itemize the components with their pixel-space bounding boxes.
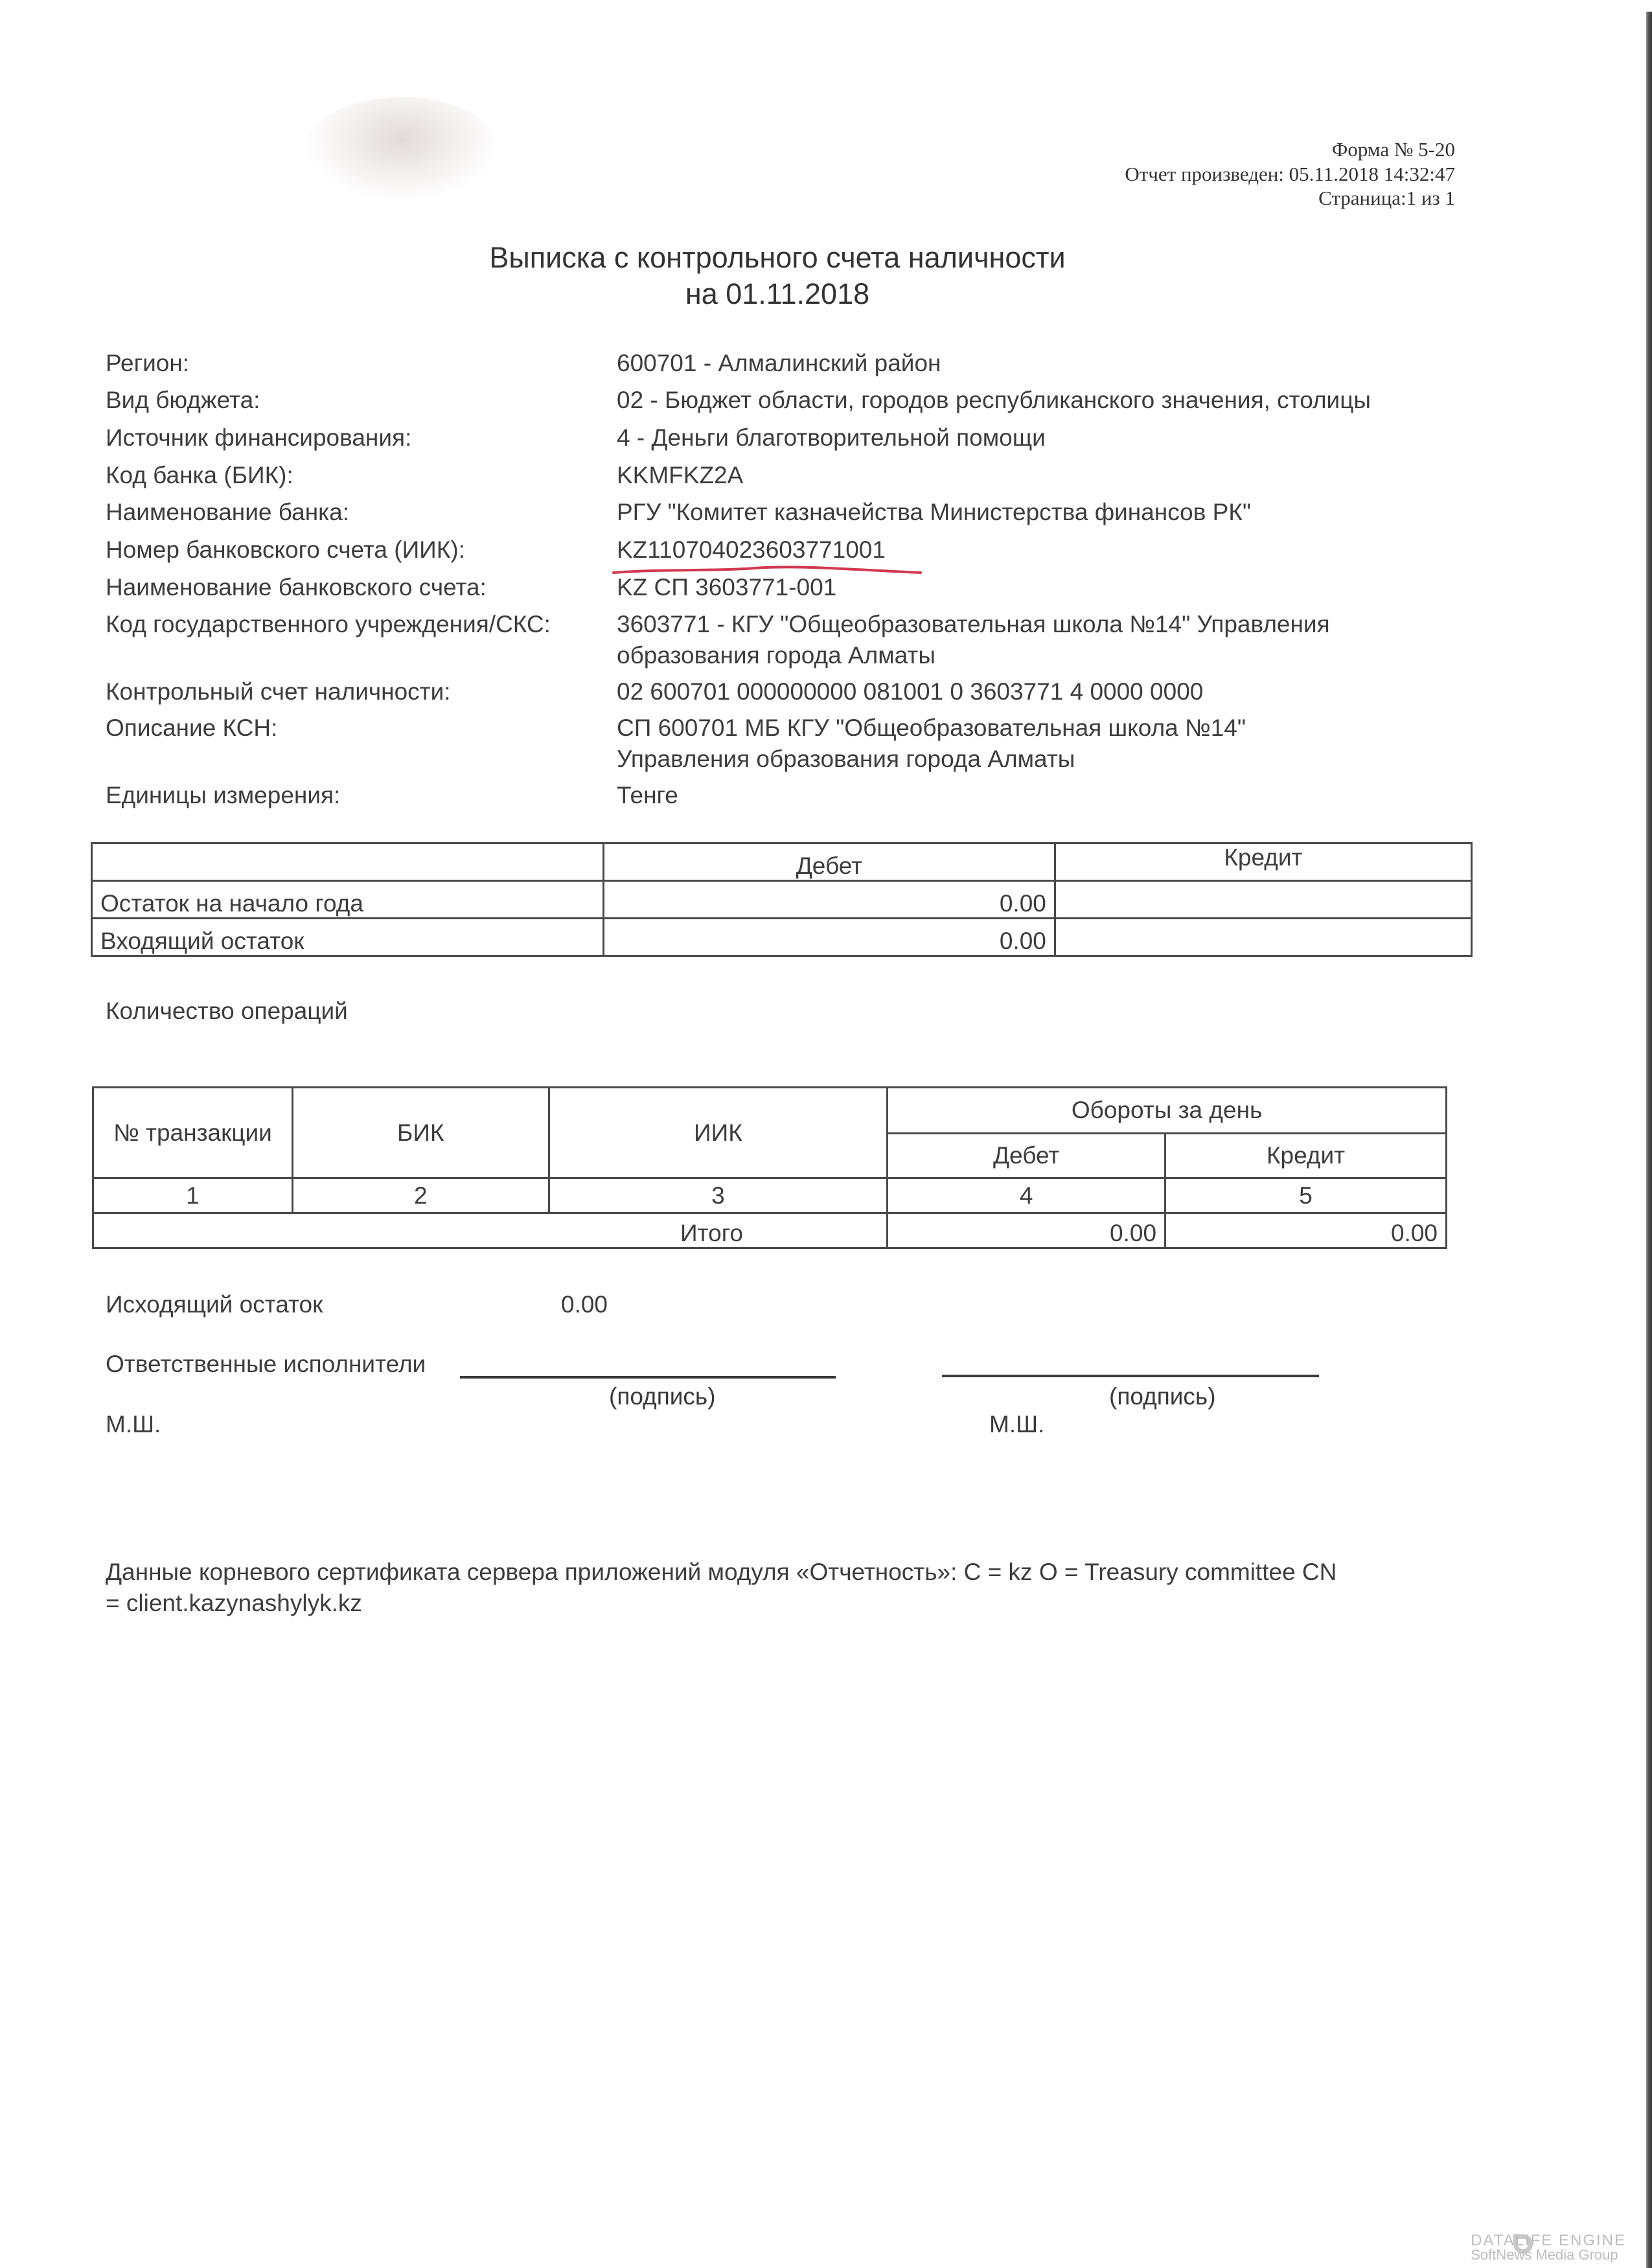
- signature-caption-2: (подпись): [1109, 1383, 1216, 1410]
- header-debit: Дебет: [603, 843, 1055, 881]
- header-empty: [92, 843, 604, 881]
- header-iik: ИИК: [549, 1088, 888, 1178]
- certificate-line-1: Данные корневого сертификата сервера приложений модуля «Отчетность»: C = kz O = Treasury committee CN: [106, 1559, 1337, 1585]
- operations-count-label: Количество операций: [106, 998, 348, 1024]
- field-label-region: Регион:: [106, 350, 190, 376]
- document-date: на 01.11.2018: [685, 277, 870, 310]
- field-value-institution-code-line2: образования города Алматы: [617, 642, 935, 669]
- header-turnover-credit: Кредит: [1165, 1134, 1447, 1178]
- column-number-row: [93, 1178, 1447, 1213]
- scan-smudge: [304, 97, 499, 201]
- row-credit: [1055, 881, 1471, 919]
- header-bik: БИК: [292, 1088, 549, 1178]
- header-turnover-debit: Дебет: [888, 1134, 1165, 1178]
- row-label: Входящий остаток: [92, 919, 604, 956]
- field-label-ksn-description: Описание КСН:: [106, 715, 278, 741]
- field-value-account-name: KZ СП 3603771-001: [617, 574, 837, 601]
- header-transaction-no: № транзакции: [93, 1088, 293, 1178]
- row-label: Остаток на начало года: [92, 881, 604, 919]
- table-row: [92, 881, 1472, 919]
- total-credit: 0.00: [1165, 1213, 1447, 1248]
- col-num-3: 3: [549, 1178, 888, 1213]
- field-value-institution-code: 3603771 - КГУ "Общеобразовательная школа №14" Управления: [617, 611, 1330, 637]
- field-label-institution-code: Код государственного учреждения/СКС:: [106, 611, 551, 637]
- watermark-sub: SoftNews Media Group: [1471, 2247, 1618, 2263]
- field-label-bank-code: Код банка (БИК):: [106, 462, 293, 488]
- responsible-persons-label: Ответственные исполнители: [106, 1351, 426, 1377]
- field-value-bank-name: РГУ "Комитет казначейства Министерства финансов РК": [617, 499, 1252, 525]
- field-value-units: Тенге: [617, 782, 678, 808]
- field-value-region: 600701 - Алмалинский район: [617, 350, 941, 376]
- closing-balance-label: Исходящий остаток: [106, 1291, 323, 1318]
- field-value-ksn-description-line2: Управления образования города Алматы: [617, 746, 1075, 772]
- field-value-ksn-description: СП 600701 МБ КГУ "Общеобразовательная школа №14": [617, 715, 1246, 741]
- field-value-budget-type: 02 - Бюджет области, городов республиканского значения, столицы: [617, 387, 1371, 413]
- header-credit: Кредит: [1055, 843, 1471, 881]
- closing-balance-value: 0.00: [561, 1291, 608, 1318]
- document-title: Выписка с контрольного счета наличности: [489, 241, 1066, 274]
- signature-line-2: [942, 1375, 1319, 1377]
- stamp-label-1: М.Ш.: [106, 1411, 161, 1438]
- signature-caption-1: (подпись): [609, 1383, 716, 1410]
- field-label-budget-type: Вид бюджета:: [106, 387, 260, 413]
- operations-table: [92, 1086, 1447, 1249]
- table-row: [92, 919, 1472, 956]
- col-num-1: 1: [93, 1178, 293, 1213]
- field-value-bank-code: KKMFKZ2A: [617, 462, 744, 488]
- field-label-funding-source: Источник финансирования:: [106, 424, 412, 451]
- row-debit: 0.00: [603, 919, 1055, 956]
- signature-line-1: [460, 1376, 836, 1379]
- total-debit: 0.00: [888, 1213, 1165, 1248]
- field-label-units: Единицы измерения:: [106, 782, 341, 808]
- balance-table: [91, 842, 1473, 957]
- certificate-line-2: = client.kazynashylyk.kz: [106, 1590, 362, 1616]
- field-label-account-name: Наименование банковского счета:: [106, 574, 487, 601]
- stamp-label-2: М.Ш.: [989, 1411, 1045, 1438]
- col-num-4: 4: [888, 1178, 1165, 1213]
- row-credit: [1055, 919, 1471, 956]
- total-row: [93, 1213, 1447, 1248]
- field-value-account-number: KZ110704023603771001: [617, 536, 886, 563]
- field-label-account-number: Номер банковского счета (ИИК):: [106, 536, 465, 563]
- scan-edge-shadow: [1646, 12, 1652, 2268]
- watermark: [1471, 2234, 1626, 2262]
- header-turnover-group: Обороты за день: [888, 1088, 1447, 1134]
- form-number: Форма № 5-20: [1331, 138, 1455, 161]
- row-debit: 0.00: [603, 881, 1055, 919]
- field-label-control-account: Контрольный счет наличности:: [106, 678, 451, 705]
- field-value-funding-source: 4 - Деньги благотворительной помощи: [617, 424, 1046, 451]
- balance-table-header: [92, 843, 1472, 881]
- col-num-5: 5: [1165, 1178, 1447, 1213]
- report-generated: Отчет произведен: 05.11.2018 14:32:47: [1125, 163, 1455, 185]
- page-indicator: Страница:1 из 1: [1318, 187, 1455, 209]
- total-label: Итого: [93, 1213, 888, 1248]
- field-label-bank-name: Наименование банка:: [106, 499, 349, 525]
- watermark-brand: DATALIFE ENGINE: [1471, 2232, 1626, 2249]
- field-value-control-account: 02 600701 000000000 081001 0 3603771 4 0000 0000: [617, 678, 1204, 705]
- col-num-2: 2: [292, 1178, 549, 1213]
